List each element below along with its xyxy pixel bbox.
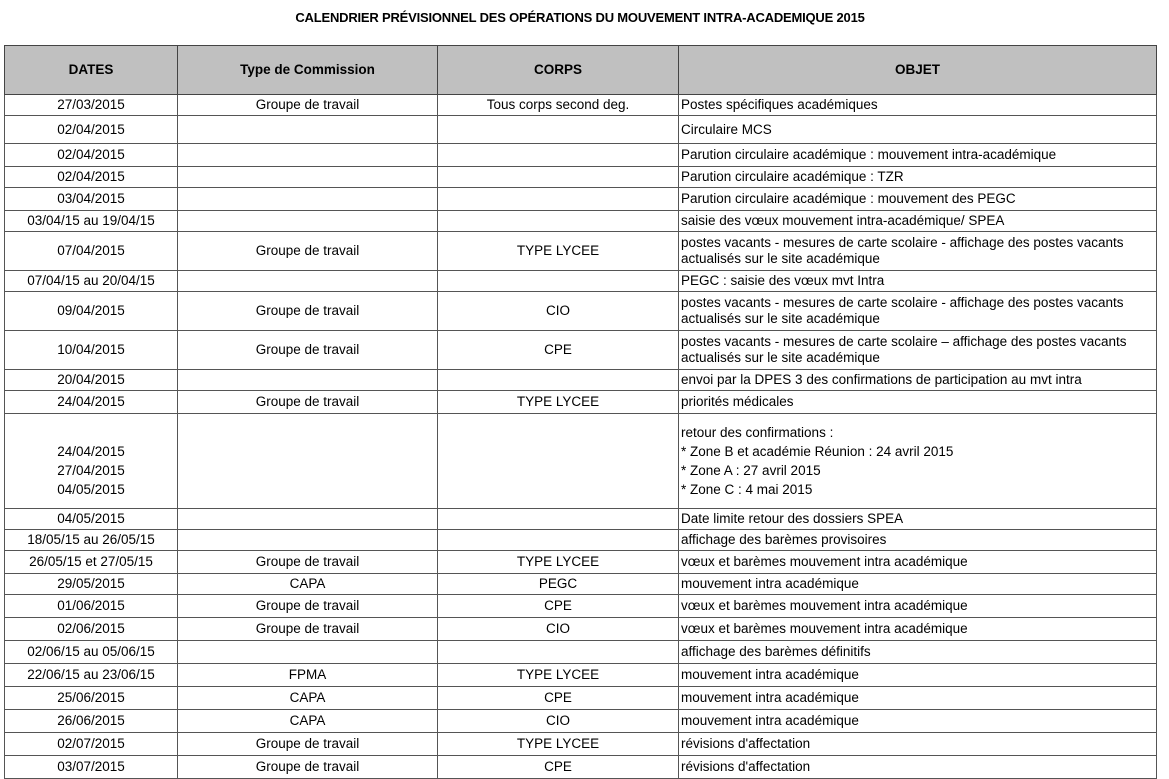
cell-objet: Date limite retour des dossiers SPEA	[679, 509, 1157, 530]
cell-dates: 22/06/15 au 23/06/15	[5, 664, 178, 687]
cell-dates: 04/05/2015	[5, 509, 178, 530]
table-row	[5, 687, 1157, 710]
cell-type: Groupe de travail	[178, 232, 438, 271]
cell-dates: 27/03/2015	[5, 95, 178, 116]
header-dates: DATES	[5, 46, 178, 95]
cell-objet: vœux et barèmes mouvement intra académique	[679, 551, 1157, 574]
cell-type	[178, 641, 438, 664]
cell-objet: mouvement intra académique	[679, 664, 1157, 687]
table-row	[5, 391, 1157, 414]
cell-dates: 26/06/2015	[5, 710, 178, 733]
cell-dates: 03/07/2015	[5, 756, 178, 779]
document-title: CALENDRIER PRÉVISIONNEL DES OPÉRATIONS DU MOUVEMENT INTRA-ACADEMIQUE 2015	[295, 10, 865, 25]
cell-objet: mouvement intra académique	[679, 574, 1157, 595]
cell-objet: mouvement intra académique	[679, 710, 1157, 733]
cell-dates: 07/04/15 au 20/04/15	[5, 271, 178, 292]
cell-dates: 26/05/15 et 27/05/15	[5, 551, 178, 574]
cell-objet: postes vacants - mesures de carte scolaire - affichage des postes vacants actualisés sur le site académique	[679, 232, 1157, 271]
cell-corps	[438, 530, 679, 551]
cell-type	[178, 509, 438, 530]
table-row	[5, 232, 1157, 271]
cell-objet: affichage des barèmes provisoires	[679, 530, 1157, 551]
cell-type	[178, 144, 438, 167]
cell-dates: 10/04/2015	[5, 331, 178, 370]
cell-dates: 02/04/2015	[5, 167, 178, 188]
cell-objet: retour des confirmations : * Zone B et académie Réunion : 24 avril 2015 * Zone A : 27 avril 2015 * Zone C : 4 mai 2015	[679, 414, 1157, 509]
table-row	[5, 595, 1157, 618]
cell-dates: 09/04/2015	[5, 292, 178, 331]
table-row	[5, 292, 1157, 331]
cell-corps: TYPE LYCEE	[438, 391, 679, 414]
cell-dates: 29/05/2015	[5, 574, 178, 595]
cell-type: FPMA	[178, 664, 438, 687]
cell-corps: CIO	[438, 710, 679, 733]
cell-type	[178, 167, 438, 188]
cell-objet: Parution circulaire académique : mouvement intra-académique	[679, 144, 1157, 167]
table-row	[5, 167, 1157, 188]
cell-objet: PEGC : saisie des vœux mvt Intra	[679, 271, 1157, 292]
cell-type	[178, 271, 438, 292]
cell-type: Groupe de travail	[178, 733, 438, 756]
table-header-row	[5, 46, 1157, 95]
table-row	[5, 414, 1157, 509]
cell-type: CAPA	[178, 574, 438, 595]
cell-type: Groupe de travail	[178, 391, 438, 414]
cell-objet: affichage des barèmes définitifs	[679, 641, 1157, 664]
cell-type: Groupe de travail	[178, 292, 438, 331]
cell-corps: CPE	[438, 756, 679, 779]
table-row	[5, 641, 1157, 664]
cell-corps: TYPE LYCEE	[438, 733, 679, 756]
cell-corps: CPE	[438, 687, 679, 710]
table-row	[5, 271, 1157, 292]
table-row	[5, 756, 1157, 779]
cell-type	[178, 414, 438, 509]
table-row	[5, 331, 1157, 370]
cell-dates: 03/04/2015	[5, 188, 178, 211]
cell-corps	[438, 370, 679, 391]
cell-dates: 20/04/2015	[5, 370, 178, 391]
cell-type: Groupe de travail	[178, 95, 438, 116]
header-type: Type de Commission	[178, 46, 438, 95]
cell-type	[178, 188, 438, 211]
table-row	[5, 574, 1157, 595]
table-row	[5, 95, 1157, 116]
cell-corps: TYPE LYCEE	[438, 664, 679, 687]
cell-type: Groupe de travail	[178, 595, 438, 618]
table-row	[5, 509, 1157, 530]
cell-dates: 25/06/2015	[5, 687, 178, 710]
cell-dates: 02/06/15 au 05/06/15	[5, 641, 178, 664]
cell-corps: CIO	[438, 292, 679, 331]
cell-corps: PEGC	[438, 574, 679, 595]
cell-objet: Parution circulaire académique : mouvement des PEGC	[679, 188, 1157, 211]
cell-objet: vœux et barèmes mouvement intra académique	[679, 618, 1157, 641]
cell-type	[178, 211, 438, 232]
cell-corps: Tous corps second deg.	[438, 95, 679, 116]
cell-objet: priorités médicales	[679, 391, 1157, 414]
cell-dates: 24/04/2015 27/04/2015 04/05/2015	[5, 414, 178, 509]
cell-dates: 02/04/2015	[5, 116, 178, 144]
cell-type	[178, 370, 438, 391]
cell-objet: révisions d'affectation	[679, 733, 1157, 756]
table-row	[5, 370, 1157, 391]
cell-corps: CPE	[438, 331, 679, 370]
cell-objet: Postes spécifiques académiques	[679, 95, 1157, 116]
cell-corps	[438, 509, 679, 530]
cell-dates: 01/06/2015	[5, 595, 178, 618]
cell-dates: 03/04/15 au 19/04/15	[5, 211, 178, 232]
calendar-table	[4, 45, 1157, 779]
table-row	[5, 211, 1157, 232]
header-objet: OBJET	[679, 46, 1157, 95]
cell-corps	[438, 144, 679, 167]
cell-type: CAPA	[178, 710, 438, 733]
cell-type: Groupe de travail	[178, 618, 438, 641]
cell-dates: 24/04/2015	[5, 391, 178, 414]
cell-objet: Circulaire MCS	[679, 116, 1157, 144]
cell-corps: TYPE LYCEE	[438, 232, 679, 271]
cell-objet: vœux et barèmes mouvement intra académique	[679, 595, 1157, 618]
cell-type: Groupe de travail	[178, 331, 438, 370]
cell-dates: 07/04/2015	[5, 232, 178, 271]
table-row	[5, 116, 1157, 144]
cell-dates: 02/07/2015	[5, 733, 178, 756]
table-row	[5, 530, 1157, 551]
cell-type: Groupe de travail	[178, 756, 438, 779]
cell-objet: mouvement intra académique	[679, 687, 1157, 710]
cell-corps	[438, 641, 679, 664]
cell-corps	[438, 271, 679, 292]
table-row	[5, 710, 1157, 733]
cell-corps	[438, 211, 679, 232]
cell-corps: CIO	[438, 618, 679, 641]
header-corps: CORPS	[438, 46, 679, 95]
table-row	[5, 664, 1157, 687]
cell-corps: CPE	[438, 595, 679, 618]
cell-objet: révisions d'affectation	[679, 756, 1157, 779]
table-row	[5, 551, 1157, 574]
cell-type	[178, 116, 438, 144]
cell-objet: envoi par la DPES 3 des confirmations de participation au mvt intra	[679, 370, 1157, 391]
cell-corps	[438, 116, 679, 144]
cell-objet: saisie des vœux mouvement intra-académique/ SPEA	[679, 211, 1157, 232]
cell-type: CAPA	[178, 687, 438, 710]
cell-type	[178, 530, 438, 551]
table-row	[5, 144, 1157, 167]
cell-dates: 02/04/2015	[5, 144, 178, 167]
cell-dates: 02/06/2015	[5, 618, 178, 641]
cell-objet: postes vacants - mesures de carte scolaire - affichage des postes vacants actualisés sur le site académique	[679, 292, 1157, 331]
cell-type: Groupe de travail	[178, 551, 438, 574]
cell-corps: TYPE LYCEE	[438, 551, 679, 574]
table-row	[5, 188, 1157, 211]
cell-corps	[438, 414, 679, 509]
table-row	[5, 618, 1157, 641]
cell-objet: Parution circulaire académique : TZR	[679, 167, 1157, 188]
cell-corps	[438, 167, 679, 188]
cell-corps	[438, 188, 679, 211]
table-row	[5, 733, 1157, 756]
cell-dates: 18/05/15 au 26/05/15	[5, 530, 178, 551]
cell-objet: postes vacants - mesures de carte scolaire – affichage des postes vacants actualisés sur le site académique	[679, 331, 1157, 370]
